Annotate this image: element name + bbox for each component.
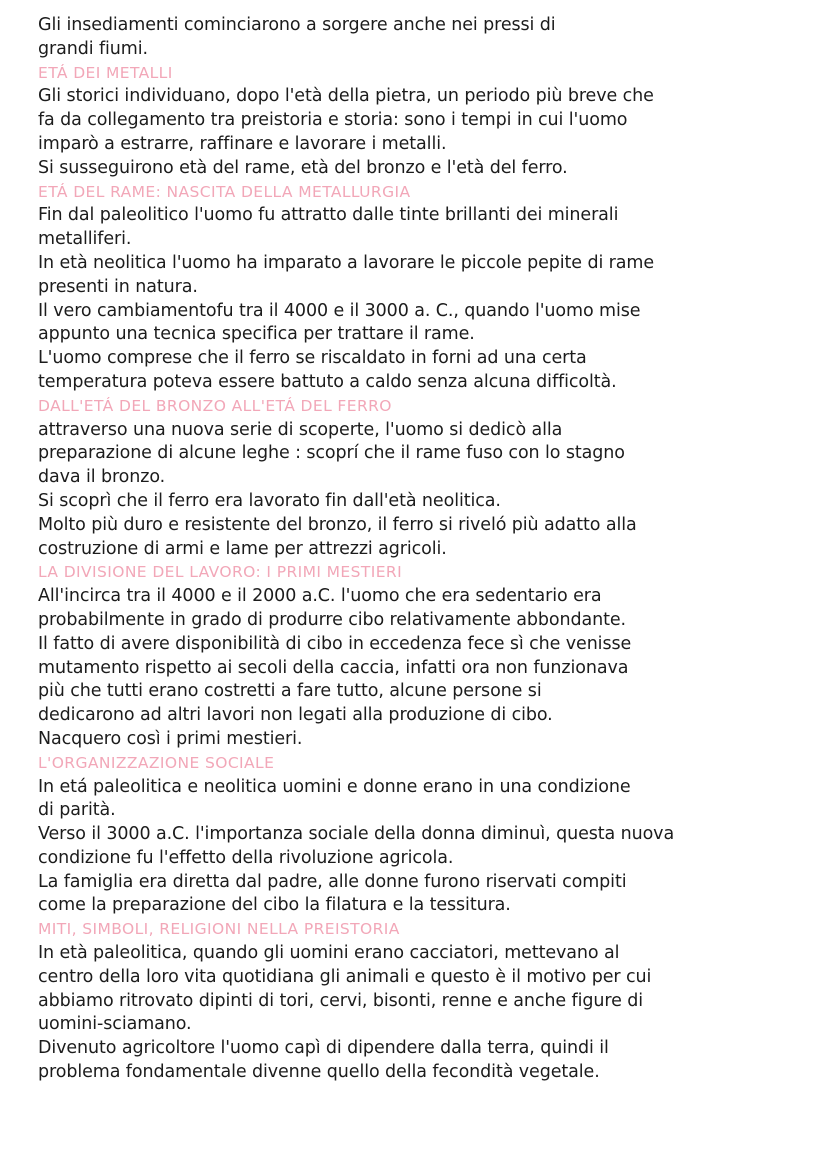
section-heading: LA DIVISIONE DEL LAVORO: I PRIMI MESTIERI	[38, 563, 403, 582]
section-heading: ETÁ DEI METALLI	[38, 63, 173, 82]
notes-page	[38, 14, 798, 1085]
text-line: La famiglia era diretta dal padre, alle donne furono riservati compiti	[38, 871, 627, 892]
text-line: presenti in natura.	[38, 276, 198, 297]
text-line: di parità.	[38, 800, 116, 821]
text-line: In etá paleolitica e neolitica uomini e donne erano in una condizione	[38, 776, 631, 797]
text-line: Fin dal paleolitico l'uomo fu attratto dalle tinte brillanti dei minerali	[38, 205, 619, 226]
text-line: dedicarono ad altri lavori non legati alla produzione di cibo.	[38, 705, 553, 726]
text-line: metalliferi.	[38, 229, 132, 250]
text-line: Gli storici individuano, dopo l'età della pietra, un periodo più breve che	[38, 86, 654, 107]
text-line: come la preparazione del cibo la filatura e la tessitura.	[38, 895, 511, 916]
section-heading: MITI, SIMBOLI, RELIGIONI NELLA PREISTORIA	[38, 920, 400, 939]
text-line: Si scoprì che il ferro era lavorato fin dall'età neolitica.	[38, 490, 501, 511]
text-line: imparò a estrarre, raffinare e lavorare i metalli.	[38, 133, 447, 154]
text-line: uomini-sciamano.	[38, 1014, 192, 1035]
section-heading: DALL'ETÁ DEL BRONZO ALL'ETÁ DEL FERRO	[38, 396, 392, 415]
text-line: In età paleolitica, quando gli uomini erano cacciatori, mettevano al	[38, 943, 620, 964]
text-line: costruzione di armi e lame per attrezzi agricoli.	[38, 538, 447, 559]
text-line: Si susseguirono età del rame, età del bronzo e l'età del ferro.	[38, 157, 568, 178]
text-line: grandi fiumi.	[38, 38, 148, 59]
text-line: mutamento rispetto ai secoli della caccia, infatti ora non funzionava	[38, 657, 629, 678]
text-line: Molto più duro e resistente del bronzo, il ferro si riveló più adatto alla	[38, 514, 637, 535]
text-line: più che tutti erano costretti a fare tutto, alcune persone si	[38, 681, 542, 702]
text-line: dava il bronzo.	[38, 467, 166, 488]
text-line: Gli insediamenti cominciarono a sorgere anche nei pressi di	[38, 15, 556, 35]
text-line: Divenuto agricoltore l'uomo capì di dipendere dalla terra, quindi il	[38, 1038, 609, 1059]
text-line: centro della loro vita quotidiana gli animali e questo è il motivo per cui	[38, 966, 652, 987]
text-line: Verso il 3000 a.C. l'importanza sociale della donna diminuì, questa nuova	[38, 824, 675, 845]
text-line: Il fatto di avere disponibilità di cibo in eccedenza fece sì che venisse	[38, 633, 632, 654]
text-line: Nacquero così i primi mestieri.	[38, 728, 303, 749]
text-line: L'uomo comprese che il ferro se riscaldato in forni ad una certa	[38, 348, 587, 369]
text-line: probabilmente in grado di produrre cibo relativamente abbondante.	[38, 609, 626, 630]
text-line: appunto una tecnica specifica per trattare il rame.	[38, 324, 475, 345]
text-line: temperatura poteva essere battuto a caldo senza alcuna difficoltà.	[38, 371, 617, 392]
section-heading: L'ORGANIZZAZIONE SOCIALE	[38, 753, 275, 772]
text-line: preparazione di alcune leghe : scoprí che il rame fuso con lo stagno	[38, 443, 625, 464]
text-line: All'incirca tra il 4000 e il 2000 a.C. l'uomo che era sedentario era	[38, 586, 602, 607]
section-heading: ETÁ DEL RAME: NASCITA DELLA METALLURGIA	[38, 182, 411, 201]
text-line: fa da collegamento tra preistoria e storia: sono i tempi in cui l'uomo	[38, 110, 628, 131]
text-line: Il vero cambiamentofu tra il 4000 e il 3000 a. C., quando l'uomo mise	[38, 300, 641, 321]
text-line: In età neolitica l'uomo ha imparato a lavorare le piccole pepite di rame	[38, 252, 655, 273]
text-line: problema fondamentale divenne quello della fecondità vegetale.	[38, 1062, 600, 1083]
text-line: condizione fu l'effetto della rivoluzione agricola.	[38, 847, 454, 868]
text-line: attraverso una nuova serie di scoperte, l'uomo si dedicò alla	[38, 419, 563, 440]
text-line: abbiamo ritrovato dipinti di tori, cervi, bisonti, renne e anche figure di	[38, 990, 643, 1011]
